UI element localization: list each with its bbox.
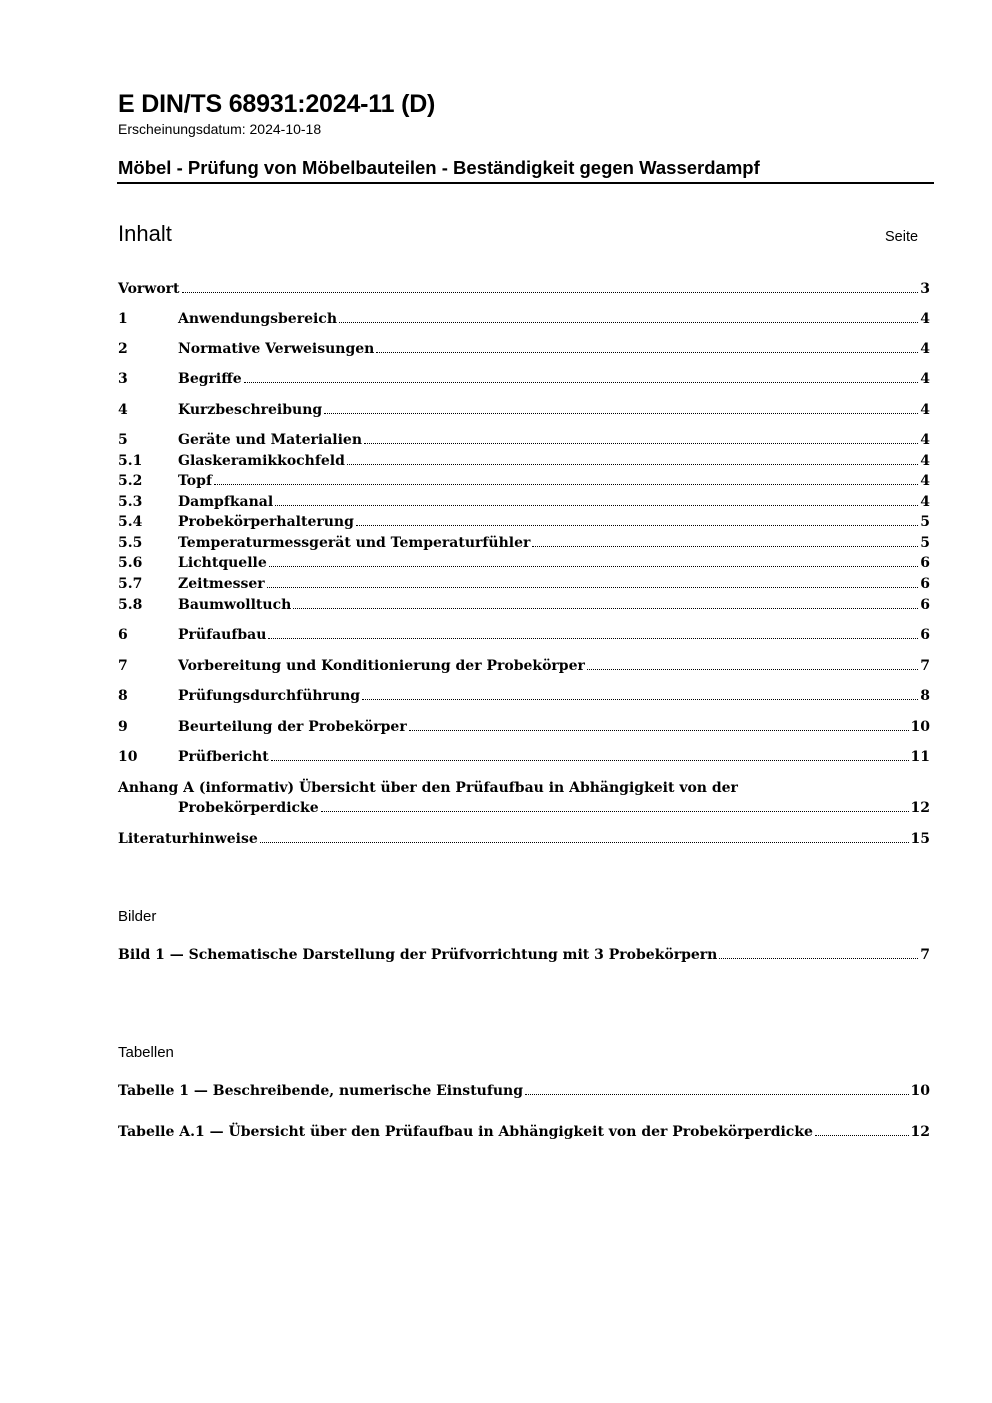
dot-leader	[525, 1094, 909, 1095]
toc-entry-number: 9	[118, 719, 128, 735]
toc-entry-number: 5.1	[118, 453, 143, 469]
toc-entry[interactable]	[118, 514, 930, 534]
dot-leader	[269, 566, 918, 567]
toc-entry-page: 5	[920, 514, 930, 530]
dot-leader	[324, 413, 918, 414]
toc-entry[interactable]	[118, 341, 930, 361]
toc-entry-title: Glaskeramikkochfeld	[178, 453, 345, 469]
annex-title-line2: Probekörperdicke	[178, 800, 319, 816]
toc-entry-number: 5.5	[118, 535, 143, 551]
toc-entry-title: Zeitmesser	[178, 576, 265, 592]
toc-entry[interactable]	[118, 658, 930, 678]
dot-leader	[347, 464, 918, 465]
toc-entry-title: Literaturhinweise	[118, 831, 258, 847]
toc-entry-page: 4	[920, 432, 930, 448]
toc-entry-title: Vorwort	[118, 281, 180, 297]
dot-leader	[182, 292, 919, 293]
annex-title-line2-row	[118, 800, 930, 820]
publication-date: Erscheinungsdatum: 2024-10-18	[118, 121, 322, 137]
toc-entry-number: 5.3	[118, 494, 143, 510]
toc-entry-number: 7	[118, 658, 128, 674]
toc-entry-page: 11	[910, 749, 930, 765]
toc-heading: Inhalt	[118, 221, 172, 246]
page-column-label: Seite	[885, 229, 919, 245]
dot-leader	[815, 1135, 909, 1136]
toc-entry-page: 4	[920, 371, 930, 387]
toc-entry-page: 6	[920, 555, 930, 571]
table-entry-page: 10	[910, 1083, 930, 1099]
toc-entry-page: 8	[920, 688, 930, 704]
toc-entry-page: 6	[920, 627, 930, 643]
figures-heading: Bilder	[118, 908, 157, 925]
toc-entry-page: 12	[910, 800, 930, 816]
toc-entry[interactable]	[118, 627, 930, 647]
toc-entry[interactable]	[118, 535, 930, 555]
toc-entry-title: Dampfkanal	[178, 494, 274, 510]
toc-entry[interactable]	[118, 597, 930, 617]
toc-entry[interactable]	[118, 576, 930, 596]
toc-entry-title: Lichtquelle	[178, 555, 267, 571]
toc-entry-title: Vorbereitung und Konditionierung der Probekörper	[178, 658, 585, 674]
dot-leader	[293, 608, 918, 609]
toc-entry-vorwort[interactable]	[118, 281, 930, 301]
toc-entry-page: 5	[920, 535, 930, 551]
toc-entry-page: 3	[920, 281, 930, 297]
toc-entry-page: 6	[920, 576, 930, 592]
toc-entry-number: 3	[118, 371, 128, 387]
toc-entry[interactable]	[118, 402, 930, 422]
toc-entry[interactable]	[118, 473, 930, 493]
annex-title-line1: Anhang A (informativ) Übersicht über den Prüfaufbau in Abhängigkeit von der	[118, 780, 738, 796]
table-entry-title: Tabelle A.1 — Übersicht über den Prüfaufbau in Abhängigkeit von der Probekörperdicke	[118, 1124, 813, 1140]
toc-entry-literature[interactable]	[118, 831, 930, 851]
dot-leader	[587, 669, 918, 670]
toc-entry[interactable]	[118, 432, 930, 452]
toc-entry-number: 8	[118, 688, 128, 704]
dot-leader	[339, 322, 918, 323]
toc-entry-page: 4	[920, 453, 930, 469]
toc-entry-annex-a[interactable]	[118, 780, 930, 820]
toc-entry-page: 4	[920, 402, 930, 418]
table-entry-page: 12	[910, 1124, 930, 1140]
toc-entry-page: 4	[920, 494, 930, 510]
dot-leader	[268, 638, 918, 639]
toc-entry-number: 5.2	[118, 473, 143, 489]
toc-entry[interactable]	[118, 555, 930, 575]
toc-entry-title: Prüfbericht	[178, 749, 269, 765]
dot-leader	[321, 811, 909, 812]
dot-leader	[271, 760, 909, 761]
toc-entry-page: 4	[920, 473, 930, 489]
toc-entry-number: 5.7	[118, 576, 143, 592]
toc-entry[interactable]	[118, 371, 930, 391]
toc-entry-title: Anwendungsbereich	[178, 311, 337, 327]
toc-entry-title: Temperaturmessgerät und Temperaturfühler	[178, 535, 531, 551]
toc-entry[interactable]	[118, 494, 930, 514]
document-title: Möbel - Prüfung von Möbelbauteilen - Beständigkeit gegen Wasserdampf	[118, 157, 760, 178]
dot-leader	[362, 699, 918, 700]
document-id: E DIN/TS 68931:2024-11 (D)	[118, 90, 436, 118]
toc-entry-page: 15	[910, 831, 930, 847]
toc-entry-number: 5.6	[118, 555, 143, 571]
dot-leader	[214, 484, 918, 485]
toc-entry-number: 6	[118, 627, 128, 643]
toc-entry-title: Normative Verweisungen	[178, 341, 375, 357]
table-entry[interactable]	[118, 1083, 930, 1103]
dot-leader	[532, 546, 918, 547]
figure-entry-title: Bild 1 — Schematische Darstellung der Prüfvorrichtung mit 3 Probekörpern	[118, 947, 718, 963]
dot-leader	[267, 587, 919, 588]
dot-leader	[719, 958, 918, 959]
dot-leader	[409, 730, 909, 731]
toc-entry-number: 5	[118, 432, 128, 448]
toc-entry-page: 7	[920, 658, 930, 674]
toc-entry-number: 2	[118, 341, 128, 357]
toc-entry-title: Geräte und Materialien	[178, 432, 363, 448]
toc-entry-title: Beurteilung der Probekörper	[178, 719, 407, 735]
dot-leader	[376, 352, 918, 353]
toc-entry[interactable]	[118, 719, 930, 739]
toc-entry-page: 4	[920, 311, 930, 327]
toc-entry[interactable]	[118, 749, 930, 769]
toc-entry[interactable]	[118, 688, 930, 708]
toc-entry-number: 1	[118, 311, 128, 327]
dot-leader	[275, 505, 918, 506]
toc-entry-title: Prüfaufbau	[178, 627, 267, 643]
table-entry[interactable]	[118, 1124, 930, 1144]
title-divider	[117, 182, 934, 184]
toc-entry[interactable]	[118, 453, 930, 473]
tables-heading: Tabellen	[118, 1044, 174, 1061]
toc-entry-title: Begriffe	[178, 371, 242, 387]
table-entry-title: Tabelle 1 — Beschreibende, numerische Einstufung	[118, 1083, 524, 1099]
toc-entry-page: 4	[920, 341, 930, 357]
figure-entry-page: 7	[920, 947, 930, 963]
toc-entry-title: Kurzbeschreibung	[178, 402, 323, 418]
toc-entry[interactable]	[118, 311, 930, 331]
dot-leader	[356, 525, 918, 526]
dot-leader	[244, 382, 919, 383]
figure-entry[interactable]	[118, 947, 930, 967]
toc-entry-title: Probekörperhalterung	[178, 514, 354, 530]
toc-entry-title: Topf	[178, 473, 212, 489]
toc-entry-number: 10	[118, 749, 138, 765]
toc-entry-title: Baumwolltuch	[178, 597, 292, 613]
toc-entry-number: 4	[118, 402, 128, 418]
toc-entry-page: 10	[910, 719, 930, 735]
dot-leader	[260, 842, 909, 843]
toc-entry-number: 5.8	[118, 597, 143, 613]
toc-entry-page: 6	[920, 597, 930, 613]
toc-entry-number: 5.4	[118, 514, 143, 530]
dot-leader	[364, 443, 918, 444]
toc-entry-title: Prüfungsdurchführung	[178, 688, 361, 704]
